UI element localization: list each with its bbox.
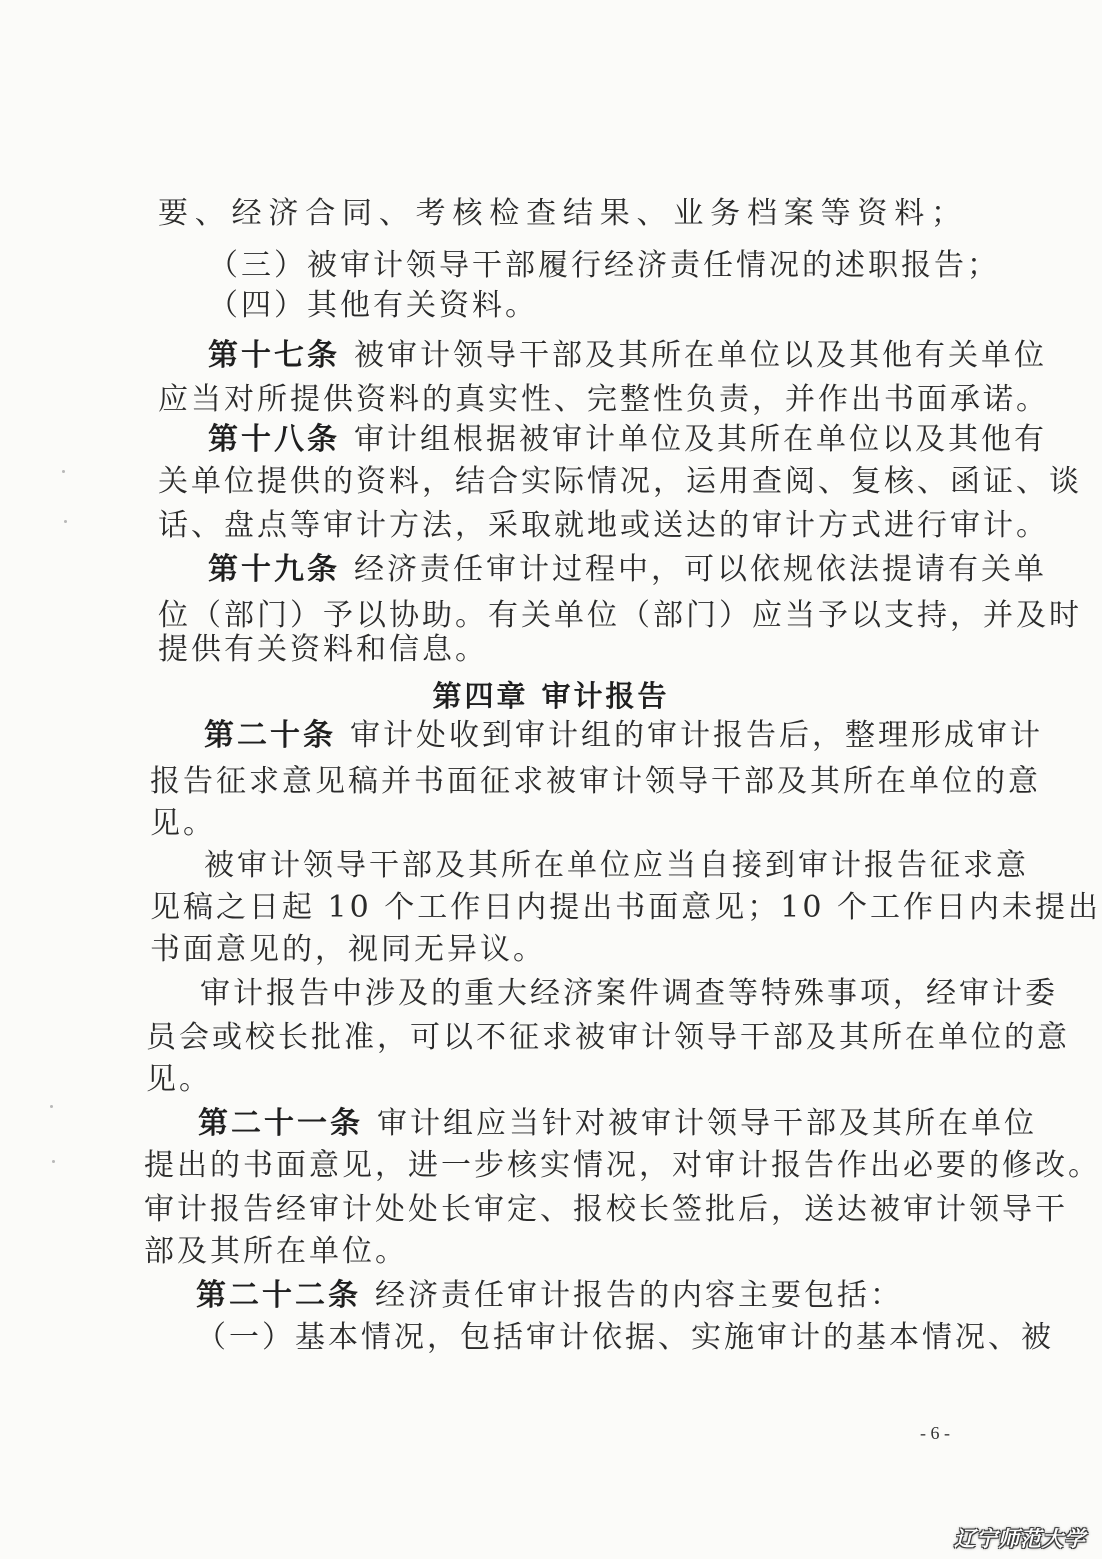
article-paragraph xyxy=(198,1104,1037,1144)
page-number: - 6 - xyxy=(920,1423,950,1443)
text-line: 审计处收到审计组的审计报告后，整理形成审计 xyxy=(350,718,1043,753)
text-line: 报告征求意见稿并书面征求被审计领导干部及其所在单位的意 xyxy=(150,764,1041,799)
text-line: 审计组根据被审计单位及其所在单位以及其他有 xyxy=(354,422,1047,457)
scan-speck xyxy=(62,470,65,473)
text-line: 见。 xyxy=(150,806,216,841)
text-line: 经济责任审计报告的内容主要包括： xyxy=(375,1278,903,1313)
text-line: 经济责任审计过程中，可以依规依法提请有关单 xyxy=(354,552,1047,587)
scan-speck xyxy=(50,1105,53,1108)
text-line: 提供有关资料和信息。 xyxy=(158,632,488,667)
text-line: 审计报告经审计处处长审定、报校长签批后，送达被审计领导干 xyxy=(144,1192,1068,1227)
text-line: 关单位提供的资料，结合实际情况，运用查阅、复核、函证、谈 xyxy=(158,464,1082,499)
article-heading: 第十七条 xyxy=(208,338,340,373)
text-line: 被审计领导干部及其所在单位应当自接到审计报告征求意 xyxy=(204,848,1029,883)
scan-speck xyxy=(64,520,67,523)
text-line: 部及其所在单位。 xyxy=(144,1234,408,1269)
university-watermark: 辽宁师范大学 xyxy=(954,1527,1086,1551)
article-heading: 第十九条 xyxy=(208,552,340,587)
article-paragraph xyxy=(208,550,1047,590)
article-paragraph xyxy=(196,1276,956,1316)
article-heading: 第二十条 xyxy=(204,718,336,753)
text-line: 审计组应当针对被审计领导干部及其所在单位 xyxy=(377,1106,1037,1141)
article-heading: 第十八条 xyxy=(208,422,340,457)
text-line: （四）其他有关资料。 xyxy=(208,288,538,323)
chapter-title: 第四章 审计报告 xyxy=(432,679,670,713)
text-line: （一）基本情况，包括审计依据、实施审计的基本情况、被 xyxy=(196,1320,1054,1355)
text-line: 员会或校长批准，可以不征求被审计领导干部及其所在单位的意 xyxy=(146,1020,1070,1055)
text-line: 审计报告中涉及的重大经济案件调查等特殊事项，经审计委 xyxy=(200,976,1058,1011)
text-line: 位（部门）予以协助。有关单位（部门）应当予以支持，并及时 xyxy=(158,598,1082,633)
text-line: （三）被审计领导干部履行经济责任情况的述职报告； xyxy=(208,248,1000,283)
text-line: 应当对所提供资料的真实性、完整性负责，并作出书面承诺。 xyxy=(158,382,1049,417)
article-paragraph xyxy=(208,336,1047,376)
article-paragraph xyxy=(204,716,1043,756)
text-line: 书面意见的，视同无异议。 xyxy=(150,932,546,967)
text-line: 被审计领导干部及其所在单位以及其他有关单位 xyxy=(354,338,1047,373)
article-heading: 第二十二条 xyxy=(196,1278,361,1313)
scan-speck xyxy=(52,1160,55,1163)
text-line: 见稿之日起 10 个工作日内提出书面意见；10 个工作日内未提出 xyxy=(150,890,1101,925)
text-line: 见。 xyxy=(146,1062,212,1097)
article-paragraph xyxy=(208,420,1047,460)
text-line: 要、经济合同、考核检查结果、业务档案等资料； xyxy=(158,196,964,231)
text-line: 提出的书面意见，进一步核实情况，对审计报告作出必要的修改。 xyxy=(144,1148,1101,1183)
text-line: 话、盘点等审计方法，采取就地或送达的审计方式进行审计。 xyxy=(158,508,1049,543)
article-heading: 第二十一条 xyxy=(198,1106,363,1141)
